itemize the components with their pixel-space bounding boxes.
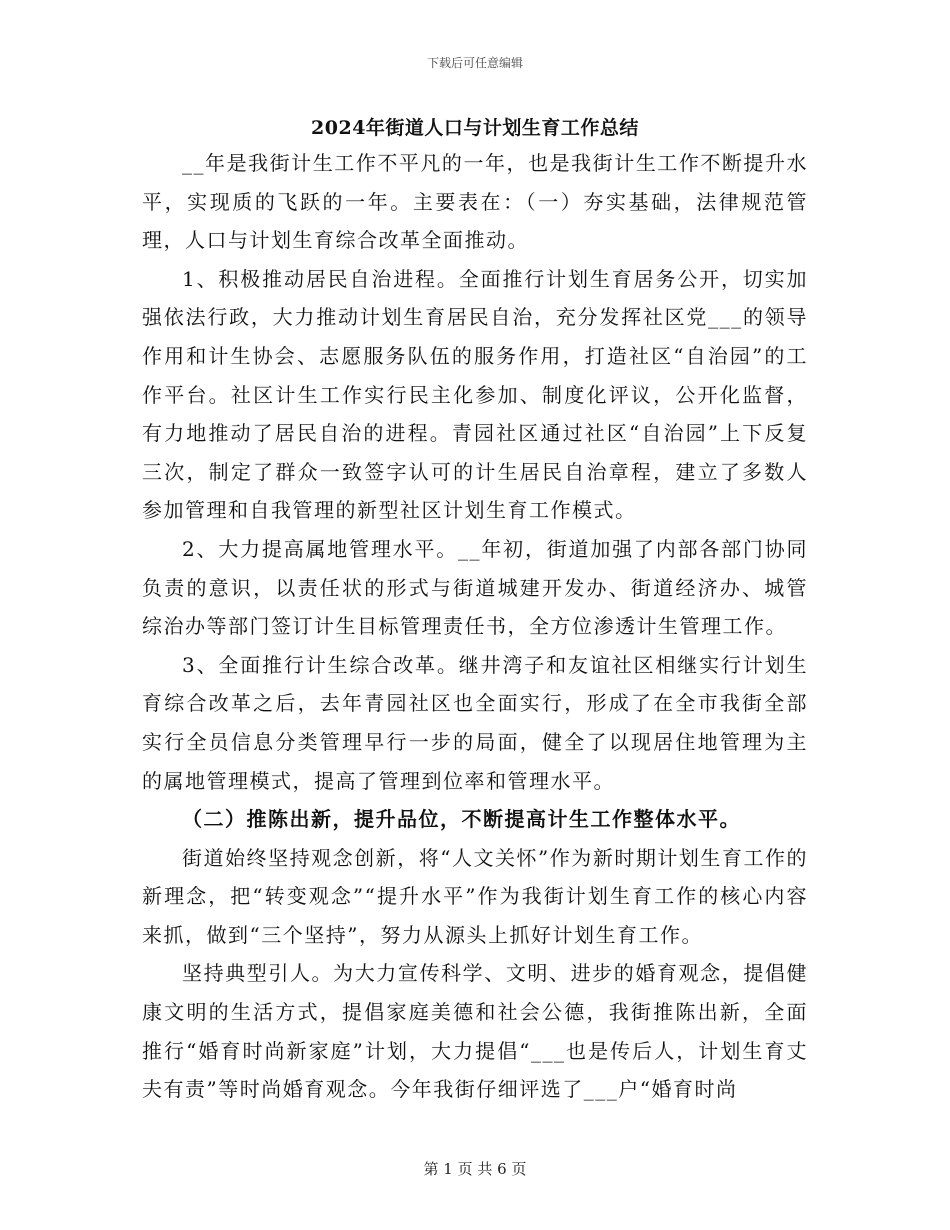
paragraph-concept: 街道始终坚持观念创新，将“人文关怀”作为新时期计划生育工作的新理念，把“转变观念”“提升水平”作为我街计划生育工作的核心内容来抓，做到“三个坚持”，努力从源头上抓好计划生育工作。 (142, 845, 808, 947)
paragraph-typical: 坚持典型引人。为大力宣传科学、文明、进步的婚育观念，提倡健康文明的生活方式，提倡家庭美德和社会公德，我街推陈出新，全面推行“婚育时尚新家庭”计划，大力提倡“___也是传后人，计划生育丈夫有责”等时尚婚育观念。今年我街仔细评选了___户“婚育时尚 (142, 961, 808, 1102)
page-header-note: 下载后可任意编辑 (426, 56, 523, 70)
paragraph-item-2: 2、大力提高属地管理水平。__年初，街道加强了内部各部门协同负责的意识，以责任状的形式与街道城建开发办、街道经济办、城管综治办等部门签订计生目标管理责任书，全方位渗透计生管理工作。 (142, 536, 808, 639)
document-title: 2024年街道人口与计划生育工作总结 (311, 117, 639, 139)
paragraph-intro: __年是我街计生工作不平凡的一年，也是我街计生工作不断提升水平，实现质的飞跃的一年。主要表在：（一）夯实基础，法律规范管理，人口与计划生育综合改革全面推动。 (142, 151, 808, 253)
section-heading-2: （二）推陈出新，提升品位，不断提高计生工作整体水平。 (182, 807, 741, 832)
page-number: 第 1 页 共 6 页 (423, 1160, 527, 1178)
paragraph-item-3: 3、全面推行计生综合改革。继井湾子和友谊社区相继实行计划生育综合改革之后，去年青园社区也全面实行，形成了在全市我街全部实行全员信息分类管理早行一步的局面，健全了以现居住地管理为主的属地管理模式，提高了管理到位率和管理水平。 (142, 652, 808, 793)
document-body (142, 112, 808, 1109)
paragraph-item-1: 1、积极推动居民自治进程。全面推行计划生育居务公开，切实加强依法行政，大力推动计划生育居民自治，充分发挥社区党___的领导作用和计生协会、志愿服务队伍的服务作用，打造社区“自治园”的工作平台。社区计生工作实行民主化参加、制度化评议，公开化监督，有力地推动了居民自治的进程。青园社区通过社区“自治园”上下反复三次，制定了群众一致签字认可的计生居民自治章程，建立了多数人参加管理和自我管理的新型社区计划生育工作模式。 (142, 266, 808, 523)
